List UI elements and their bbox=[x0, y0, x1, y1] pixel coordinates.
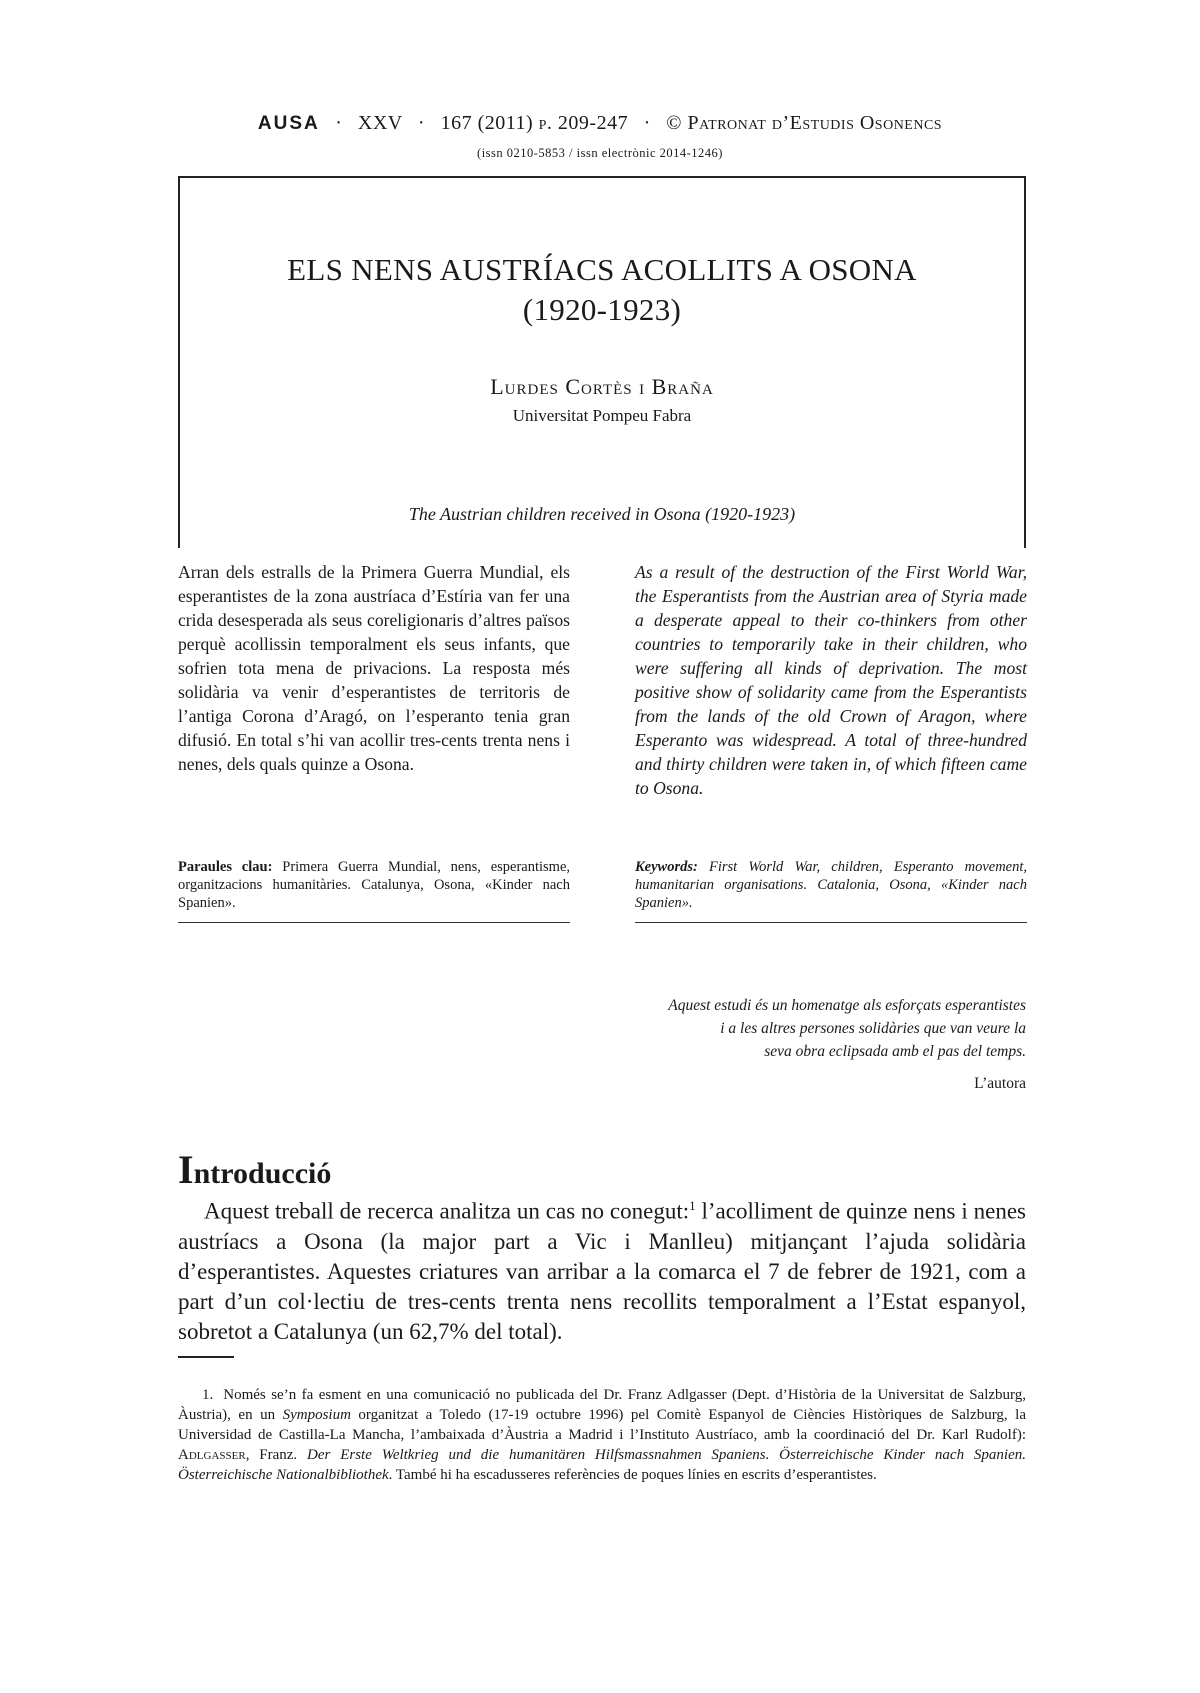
section-heading-initial: I bbox=[178, 1147, 194, 1192]
footnote-text-2: organitzat a Toledo (17-19 octubre 1996) pel Comitè Espanyol de Ciències Històriques de Salzburg, la Universidad de Castilla-La Mancha, l’ambaixada d’Àustria a Madrid i l’Instituto Austríaco, amb la coordinació del Dr. Karl Rudolf): bbox=[178, 1407, 1027, 1443]
article-title bbox=[180, 250, 1024, 330]
title-line-1: ELS NENS AUSTRÍACS ACOLLITS A OSONA bbox=[287, 252, 917, 287]
body-text-1: Aquest treball de recerca analitza un cas no conegut: bbox=[204, 1198, 690, 1224]
keywords-divider-right bbox=[635, 922, 1027, 923]
journal-publisher: © Patronat d’Estudis Osonencs bbox=[666, 112, 943, 134]
footnote-divider bbox=[178, 1356, 234, 1358]
title-box bbox=[178, 176, 1026, 548]
abstract-catalan bbox=[178, 560, 570, 776]
header-separator: · bbox=[643, 112, 651, 134]
abstract-english bbox=[635, 560, 1027, 800]
keywords-catalan-label: Paraules clau: bbox=[178, 859, 273, 875]
journal-name: AUSA bbox=[257, 113, 320, 134]
title-line-2: (1920-1923) bbox=[522, 292, 682, 327]
dedication-line-1: Aquest estudi és un homenatge als esforçats esperantistes bbox=[668, 997, 1026, 1014]
keywords-english bbox=[635, 858, 1027, 912]
header-separator: · bbox=[335, 112, 343, 134]
keywords-english-text: First World War, children, Esperanto movement, humanitarian organisations. Catalonia, Osona, «Kinder nach Spanien». bbox=[635, 859, 1028, 911]
footnote-text-4: . També hi ha escadusseres referències de poques línies en escrits d’esperantistes. bbox=[388, 1467, 877, 1483]
footnote-reference[interactable]: 1 bbox=[689, 1198, 696, 1213]
dedication bbox=[466, 994, 1026, 1063]
section-heading bbox=[178, 1146, 331, 1193]
english-title: The Austrian children received in Osona (1920-1923) bbox=[408, 504, 796, 524]
dedication-signature: L’autora bbox=[974, 1075, 1026, 1092]
dedication-line-3: seva obra eclipsada amb el pas del temps. bbox=[764, 1043, 1026, 1060]
dedication-line-2: i a les altres persones solidàries que van veure la bbox=[720, 1020, 1026, 1037]
footnote-text-1: Només se’n fa esment en una comunicació no publicada del Dr. Franz Adlgasser (Dept. d’Història de la Universitat de Salzburg, Àustria), en un bbox=[178, 1387, 1026, 1423]
body-text-2: l’acolliment de quinze nens i nenes austríacs a Osona (la major part a Vic i Manlleu) mitjançant l’ajuda solidària d’esperantistes. Aquestes criatures van arribar a la comarca el 7 de febrer de 1921, com a part d’un col·lectiu de tres-cents trenta nens recollits temporalment a l’Estat espanyol, sobretot a Catalunya (un 62,7% del total). bbox=[178, 1198, 1026, 1344]
journal-volume: XXV bbox=[357, 112, 403, 134]
author-affiliation: Universitat Pompeu Fabra bbox=[512, 406, 692, 425]
abstract-catalan-text: Arran dels estralls de la Primera Guerra Mundial, els esperantistes de la zona austríaca d’Estíria van fer una crida desesperada als seus coreligionaris d’altres països perquè acollissin temporalment els seus infants, que sofrien tota mena de privacions. La resposta més solidària va venir d’esperantistes de territoris de l’antiga Corona d’Aragó, on l’esperanto tenia gran difusió. En total s’hi van acollir tres-cents trenta nens i nenes, dels quals quinze a Osona. bbox=[178, 562, 570, 774]
journal-header bbox=[0, 112, 1200, 135]
keywords-catalan bbox=[178, 858, 570, 912]
abstract-english-text: As a result of the destruction of the First World War, the Esperantists from the Austrian area of Styria made a desperate appeal to their co-thinkers from other countries to temporarily take in their children, who were suffering all kinds of deprivation. The most positive show of solidarity came from the Esperantists from the lands of the old Crown of Aragon, where Esperanto was widespread. A total of three-hundred and thirty children were taken in, of which fifteen came to Osona. bbox=[635, 562, 1027, 798]
keywords-english-label: Keywords: bbox=[635, 859, 698, 875]
issn-line: (issn 0210-5853 / issn electrònic 2014-1246) bbox=[477, 146, 723, 160]
keywords-divider-left bbox=[178, 922, 570, 923]
footnote-work-title: Der Erste Weltkrieg und die humanitären Hilfsmassnahmen Spaniens. Österreichische Kinder nach Spanien. Österreichische Nationalbibliothek bbox=[178, 1447, 1026, 1483]
section-heading-rest: ntroducció bbox=[193, 1157, 332, 1190]
footnote-symposium: Symposium bbox=[282, 1407, 351, 1423]
footnote-number: 1. bbox=[202, 1387, 214, 1403]
header-separator: · bbox=[417, 112, 426, 134]
footnote-text-3: , Franz. bbox=[245, 1447, 308, 1463]
keywords-catalan-text: Primera Guerra Mundial, nens, esperantisme, organitzacions humanitàries. Catalunya, Osona, «Kinder nach Spanien». bbox=[178, 859, 571, 911]
footnote-cited-author: Adlgasser bbox=[178, 1447, 246, 1463]
footnote bbox=[178, 1385, 1026, 1485]
journal-citation: 167 (2011) p. 209-247 bbox=[440, 112, 629, 134]
article-author: Lurdes Cortès i Braña bbox=[490, 374, 714, 399]
body-paragraph bbox=[178, 1191, 1026, 1347]
